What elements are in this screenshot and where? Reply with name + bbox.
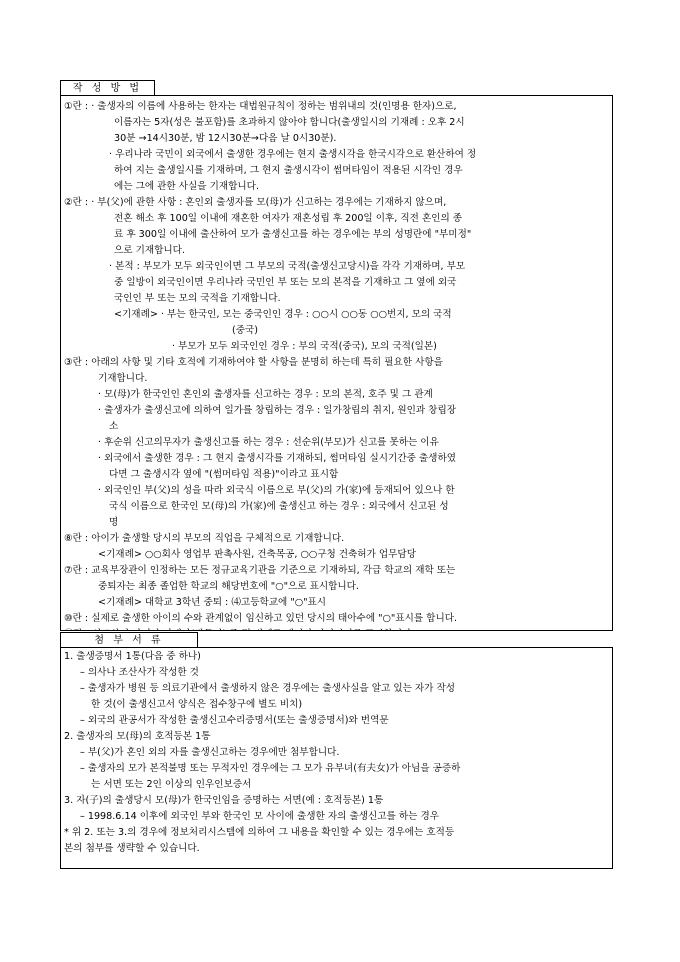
text-line: <기재례> · 부는 한국인, 모는 중국인인 경우 : ○○시 ○○동 ○○번지, 모의 국적 (114, 309, 452, 320)
text-line: · 부모가 모두 외국인인 경우 : 부의 국적(중국), 모의 국적(일본) (172, 341, 437, 352)
text-line: – 출생자의 모가 본적불명 또는 무적자인 경우에는 그 모가 유부녀(有夫女)가 아님을 공증하 (80, 763, 461, 774)
text-line: 전혼 해소 후 100일 이내에 재혼한 여자가 재혼성립 후 200일 이후, 직전 혼인의 종 (114, 213, 463, 224)
text-line: 중퇴자는 최종 졸업한 학교의 해당번호에 "○"으로 표시합니다. (98, 581, 359, 592)
text-line: – 의사나 조산사가 작성한 것 (80, 667, 199, 678)
text-line: – 1998.6.14 이후에 외국인 부와 한국인 모 사이에 출생한 자의 출생신고를 하는 경우 (80, 811, 439, 822)
text-line: 중 일방이 외국인이면 우리나라 국민인 부 또는 모의 본적을 기재하고 그 옆에 외국 (114, 277, 457, 288)
instructions-box (60, 95, 613, 631)
text-line: * 위 2. 또는 3.의 경우에 정보처리시스템에 의하여 그 내용을 확인할 수 있는 경우에는 호적등 (64, 827, 455, 838)
text-line: 본의 첨부를 생략할 수 있습니다. (64, 843, 200, 854)
text-line: · 본적 : 부모가 모두 외국인이면 그 부모의 국적(출생신고당시)을 각각 기재하며, 부모 (109, 261, 466, 272)
text-line: ⑦란 : 교육부장관이 인정하는 모든 정규교육기관을 기준으로 기재하되, 각급 학교의 재학 또는 (64, 565, 456, 576)
text-line: 한 것(이 출생신고서 양식은 접수창구에 별도 비치) (91, 699, 303, 710)
text-line: 으로 기재합니다. (114, 245, 185, 256)
text-line: 국식 이름으로 한국인 모(母)의 가(家)에 출생신고 하는 경우 : 외국에서 신고된 성 (109, 501, 449, 512)
text-line: ⑧란 : 아이가 출생할 당시의 부모의 직업을 구체적으로 기재합니다. (64, 533, 345, 544)
text-line: 30분 →14시30분, 밤 12시30분→다음 날 0시30분). (114, 133, 337, 144)
text-line: 다면 그 출생시각 옆에 "(썸머타임 적용)"이라고 표시함 (109, 469, 339, 480)
text-line: 료 후 300일 이내에 출산하여 모가 출생신고를 하는 경우에는 부의 성명란에 "부미정" (114, 229, 472, 240)
text-line: – 출생자가 병원 등 의료기관에서 출생하지 않은 경우에는 출생사실을 알고 있는 자가 작성 (80, 683, 456, 694)
text-line: 국인인 부 또는 모의 국적을 기재합니다. (114, 293, 281, 304)
text-line: 하여 지는 출생일시를 기재하며, 그 현지 출생시각이 썸머타임이 적용된 시각인 경우 (114, 165, 463, 176)
text-line: 2. 출생자의 모(母)의 호적등본 1통 (64, 731, 211, 742)
text-line: <기재례> 대학교 3학년 중퇴 : ⑷고등학교에 "○"표시 (98, 597, 327, 608)
text-line (64, 627, 609, 631)
text-line: · 우리나라 국민이 외국에서 출생한 경우에는 현지 출생시각을 한국시각으로 환산하여 정 (109, 149, 477, 160)
text-line: 는 서면 또는 2인 이상의 인우인보증서 (91, 779, 252, 790)
text-line: 에는 그에 관한 사실을 기재합니다. (114, 181, 259, 192)
text-line: 이름자는 5자(성은 불포함)를 초과하지 않아야 합니다(출생일시의 기재례 : 오후 2시 (114, 117, 465, 128)
text-line: ⑩란 : 실제로 출생한 아이의 수와 관계없이 임신하고 있던 당시의 태아수에 "○"표시를 합니다. (64, 613, 458, 624)
section-tab-attachments: 첨 부 서 류 (60, 632, 198, 648)
text-line: 1. 출생증명서 1통(다음 중 하나) (64, 651, 201, 662)
text-line: ②란 : · 부(父)에 관한 사항 : 혼인외 출생자를 모(母)가 신고하는 경우에는 기재하지 않으며, (64, 197, 447, 208)
text-line: ①란 : · 출생자의 이름에 사용하는 한자는 대법원규칙이 정하는 범위내의 것(인명용 한자)으로, (64, 101, 457, 112)
text-line: 명 (109, 517, 119, 528)
text-line: – 부(父)가 혼인 외의 자를 출생신고하는 경우에만 첨부합니다. (80, 747, 340, 758)
attachments-box (60, 647, 613, 869)
text-line: · 외국인인 부(父)의 성을 따라 외국식 이름으로 부(父)의 가(家)에 등재되어 있으나 한 (98, 485, 455, 496)
text-line: 3. 자(子)의 출생당시 모(母)가 한국인임을 증명하는 서면(예 : 호적등본) 1통 (64, 795, 384, 806)
text-line: · 모(母)가 한국인인 혼인외 출생자를 신고하는 경우 : 모의 본적, 호주 및 그 관계 (98, 389, 433, 400)
text-line: – 외국의 관공서가 작성한 출생신고수리증명서(또는 출생증명서)와 번역문 (80, 715, 389, 726)
text-line: <기재례> ○○회사 영업부 판촉사원, 건축목공, ○○구청 건축허가 업무담당 (98, 549, 416, 560)
text-line: · 후순위 신고의무자가 출생신고를 하는 경우 : 선순위(부모)가 신고를 못하는 이유 (98, 437, 439, 448)
text-line: (중국) (232, 325, 259, 336)
text-line: ③란 : 아래의 사항 및 기타 호적에 기재하여야 할 사항을 분명히 하는데 특히 필요한 사항을 (64, 357, 443, 368)
text-line: 소 (109, 421, 119, 432)
text-line: · 외국에서 출생한 경우 : 그 현지 출생시각를 기재하되, 썸머타임 실시기간중 출생하였 (98, 453, 456, 464)
text-line: 기재합니다. (98, 373, 148, 384)
text-line: · 출생자가 출생신고에 의하여 일가를 창립하는 경우 : 일가창립의 취지, 원인과 창립장 (98, 405, 456, 416)
section-tab-instructions: 작 성 방 법 (60, 80, 155, 96)
